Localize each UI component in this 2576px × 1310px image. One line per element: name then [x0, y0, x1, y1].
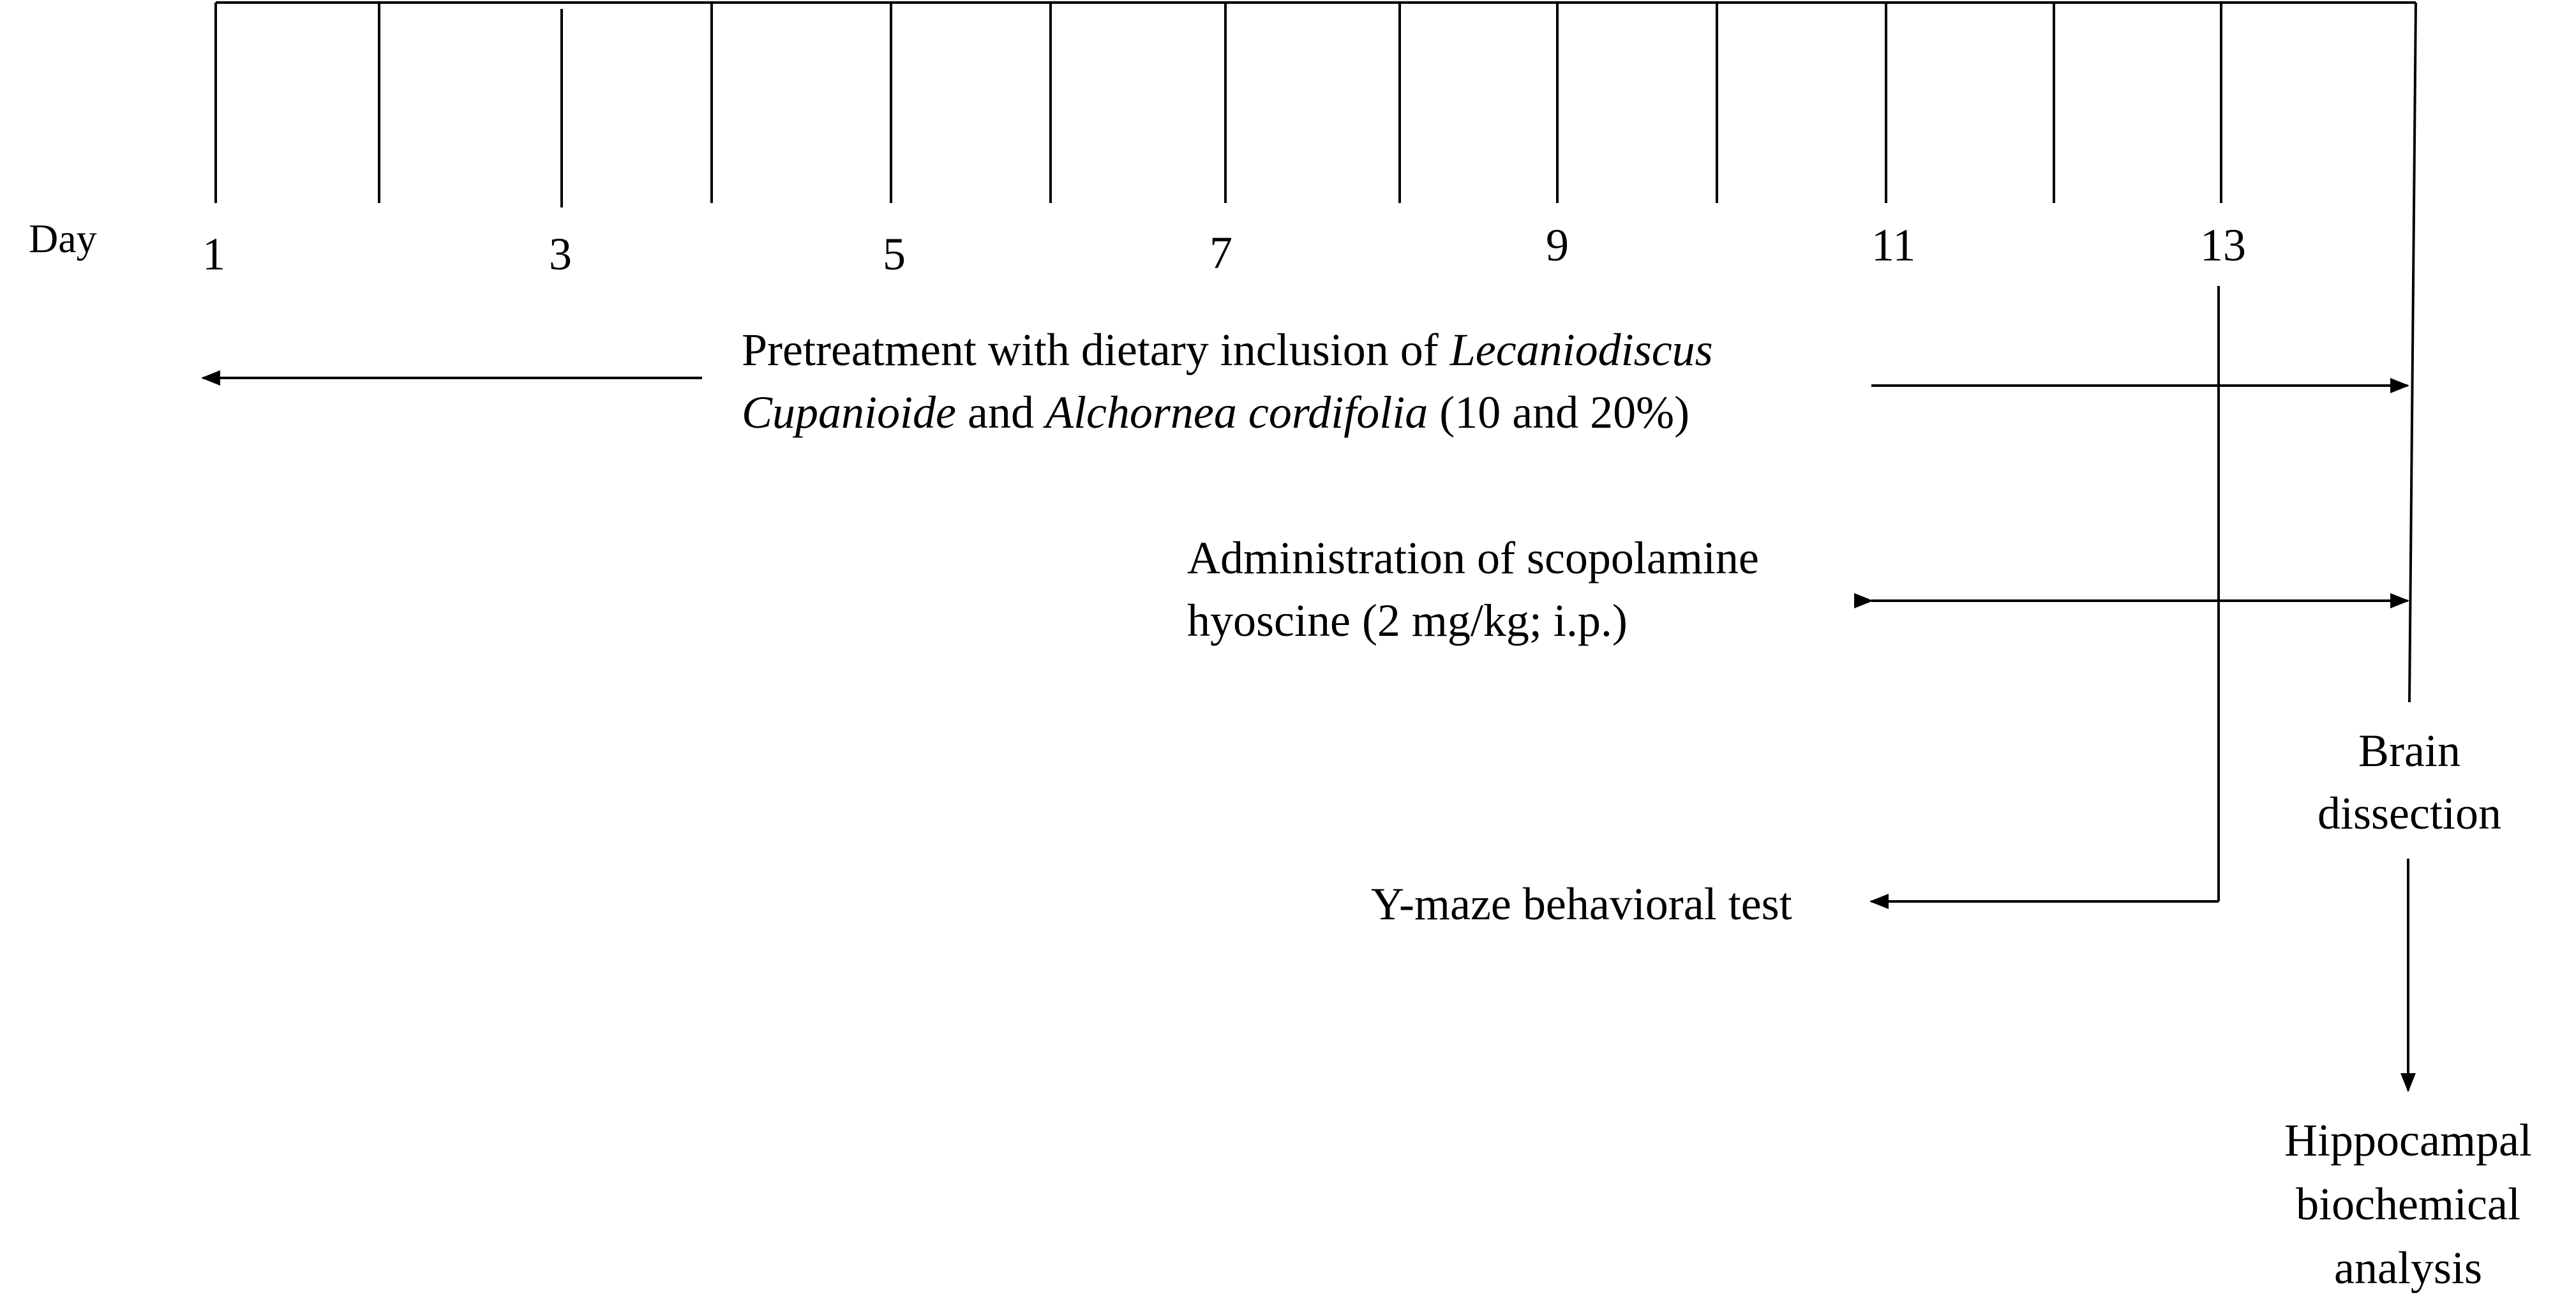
- day-tick-label: 13: [2200, 220, 2246, 271]
- day-tick-label: 9: [1546, 220, 1569, 271]
- pretreatment-species-2: Cupanioide: [742, 387, 956, 438]
- brain-dissection-line1: Brain: [2358, 725, 2460, 776]
- day-tick-label: 3: [549, 229, 572, 280]
- day-tick-label: 5: [883, 229, 906, 280]
- endpoint-vertical-line: [2409, 3, 2416, 702]
- ymaze-label: Y-maze behavioral test: [1371, 878, 1792, 930]
- day-axis-label: Day: [29, 216, 97, 261]
- scopolamine-label-line2: hyoscine (2 mg/kg; i.p.): [1187, 595, 1628, 646]
- day-ticks: [216, 3, 2221, 207]
- hippocampal-line2: biochemical: [2296, 1178, 2520, 1230]
- pretreatment-text-3: (10 and 20%): [1428, 387, 1690, 438]
- pretreatment-species-1: Lecaniodiscus: [1449, 324, 1713, 375]
- brain-dissection-line2: dissection: [2318, 788, 2501, 839]
- pretreatment-label-line2: [742, 387, 1689, 438]
- hippocampal-line1: Hippocampal: [2284, 1115, 2532, 1166]
- scopolamine-label-line1: Administration of scopolamine: [1187, 532, 1759, 583]
- day-tick-label: 7: [1209, 227, 1232, 278]
- day-tick-label: 11: [1871, 220, 1916, 271]
- pretreatment-label: [742, 324, 1713, 375]
- day-tick-label: 1: [202, 229, 225, 280]
- pretreatment-species-3: Alchornea cordifolia: [1045, 387, 1428, 438]
- pretreatment-text-1: Pretreatment with dietary inclusion of: [742, 324, 1450, 375]
- pretreatment-text-2: and: [956, 387, 1045, 438]
- hippocampal-line3: analysis: [2334, 1242, 2482, 1293]
